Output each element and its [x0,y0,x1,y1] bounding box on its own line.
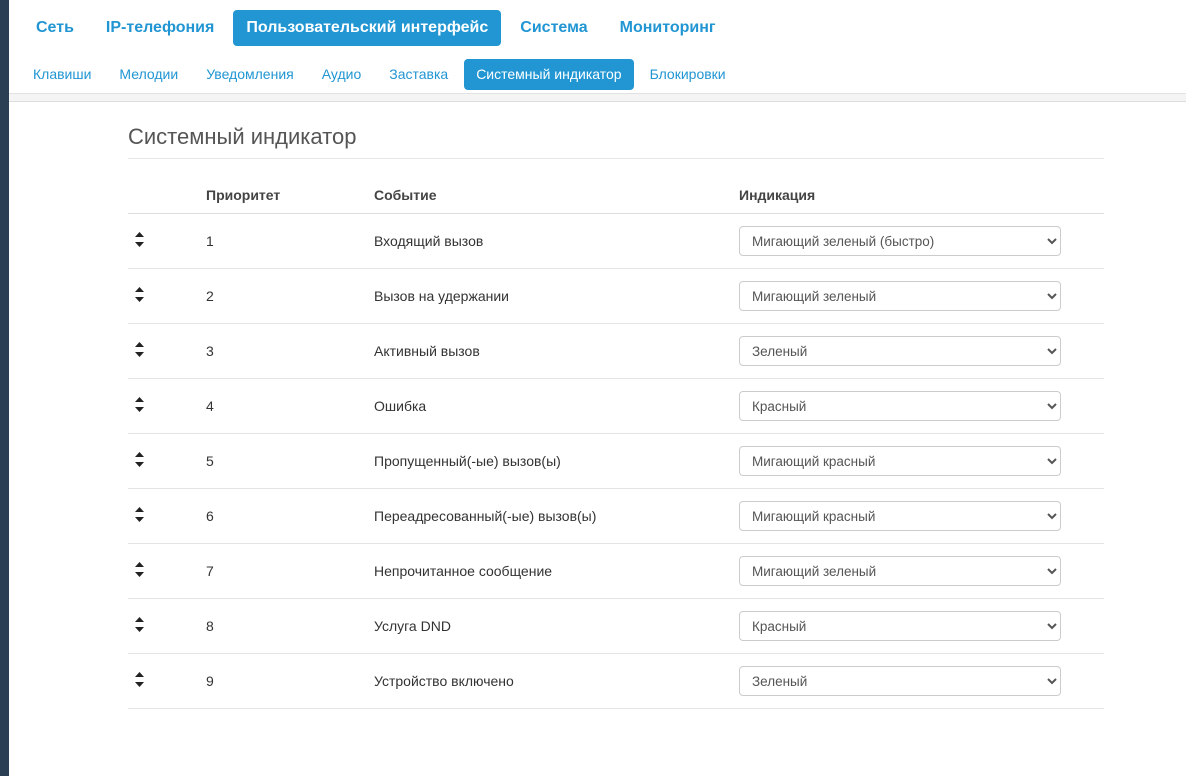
priority-value: 4 [206,379,374,434]
nav-item-system[interactable]: Система [520,19,588,37]
primary-navigation [9,0,1186,56]
indication-select[interactable] [739,446,1061,476]
nav-item-ip-telephony[interactable]: IP-телефония [105,19,215,37]
indication-select[interactable] [739,501,1061,531]
sort-updown-icon[interactable] [134,342,150,357]
row-handle-cell [128,324,206,379]
secondary-navigation [9,56,1186,94]
row-handle-cell [128,599,206,654]
row-handle-cell [128,489,206,544]
event-label: Входящий вызов [374,214,739,269]
page-title: Системный индикатор [128,124,1104,159]
indication-cell [739,489,1104,544]
main-content [9,102,1186,709]
event-label: Услуга DND [374,599,739,654]
nav-item-user-interface[interactable]: Пользовательский интерфейс [233,10,501,45]
sort-updown-icon[interactable] [134,562,150,577]
indication-select[interactable] [739,226,1061,256]
indication-select[interactable] [739,336,1061,366]
indication-select[interactable] [739,281,1061,311]
priority-value: 9 [206,654,374,709]
sort-updown-icon[interactable] [134,452,150,467]
subnav-item-keys[interactable]: Клавиши [33,66,92,83]
indication-cell [739,544,1104,599]
column-header-handle [128,181,206,214]
table-row [128,269,1104,324]
column-header-indication: Индикация [739,181,1104,214]
row-handle-cell [128,544,206,599]
row-handle-cell [128,379,206,434]
row-handle-cell [128,434,206,489]
priority-value: 6 [206,489,374,544]
navigation-divider [9,94,1186,102]
indication-cell [739,654,1104,709]
table-row [128,489,1104,544]
table-row [128,324,1104,379]
table-header [128,181,1104,214]
indication-select[interactable] [739,666,1061,696]
indication-cell [739,269,1104,324]
sort-updown-icon[interactable] [134,287,150,302]
indication-cell [739,379,1104,434]
priority-value: 8 [206,599,374,654]
indication-cell [739,324,1104,379]
system-indicator-table [128,181,1104,709]
table-row [128,654,1104,709]
event-label: Непрочитанное сообщение [374,544,739,599]
subnav-item-system-indicator[interactable]: Системный индикатор [464,59,633,90]
indication-cell [739,214,1104,269]
event-label: Устройство включено [374,654,739,709]
priority-value: 7 [206,544,374,599]
table-body [128,214,1104,709]
row-handle-cell [128,214,206,269]
indication-cell [739,434,1104,489]
indication-cell [739,599,1104,654]
subnav-item-audio[interactable]: Аудио [321,66,362,83]
indication-select[interactable] [739,391,1061,421]
subnav-item-locks[interactable]: Блокировки [649,66,726,83]
table-row [128,599,1104,654]
table-row [128,544,1104,599]
nav-item-monitoring[interactable]: Мониторинг [619,19,716,37]
event-label: Переадресованный(-ые) вызов(ы) [374,489,739,544]
subnav-item-screensaver[interactable]: Заставка [389,66,449,83]
sort-updown-icon[interactable] [134,617,150,632]
priority-value: 5 [206,434,374,489]
sort-updown-icon[interactable] [134,397,150,412]
indication-select[interactable] [739,611,1061,641]
subnav-item-notifications[interactable]: Уведомления [206,66,294,83]
priority-value: 2 [206,269,374,324]
table-row [128,379,1104,434]
nav-item-network[interactable]: Сеть [36,19,74,37]
table-row [128,214,1104,269]
column-header-event: Событие [374,181,739,214]
sort-updown-icon[interactable] [134,507,150,522]
event-label: Ошибка [374,379,739,434]
column-header-priority: Приоритет [206,181,374,214]
row-handle-cell [128,269,206,324]
sort-updown-icon[interactable] [134,232,150,247]
event-label: Вызов на удержании [374,269,739,324]
row-handle-cell [128,654,206,709]
subnav-item-melodies[interactable]: Мелодии [119,66,179,83]
priority-value: 1 [206,214,374,269]
priority-value: 3 [206,324,374,379]
event-label: Пропущенный(-ые) вызов(ы) [374,434,739,489]
event-label: Активный вызов [374,324,739,379]
sort-updown-icon[interactable] [134,672,150,687]
indication-select[interactable] [739,556,1061,586]
table-row [128,434,1104,489]
